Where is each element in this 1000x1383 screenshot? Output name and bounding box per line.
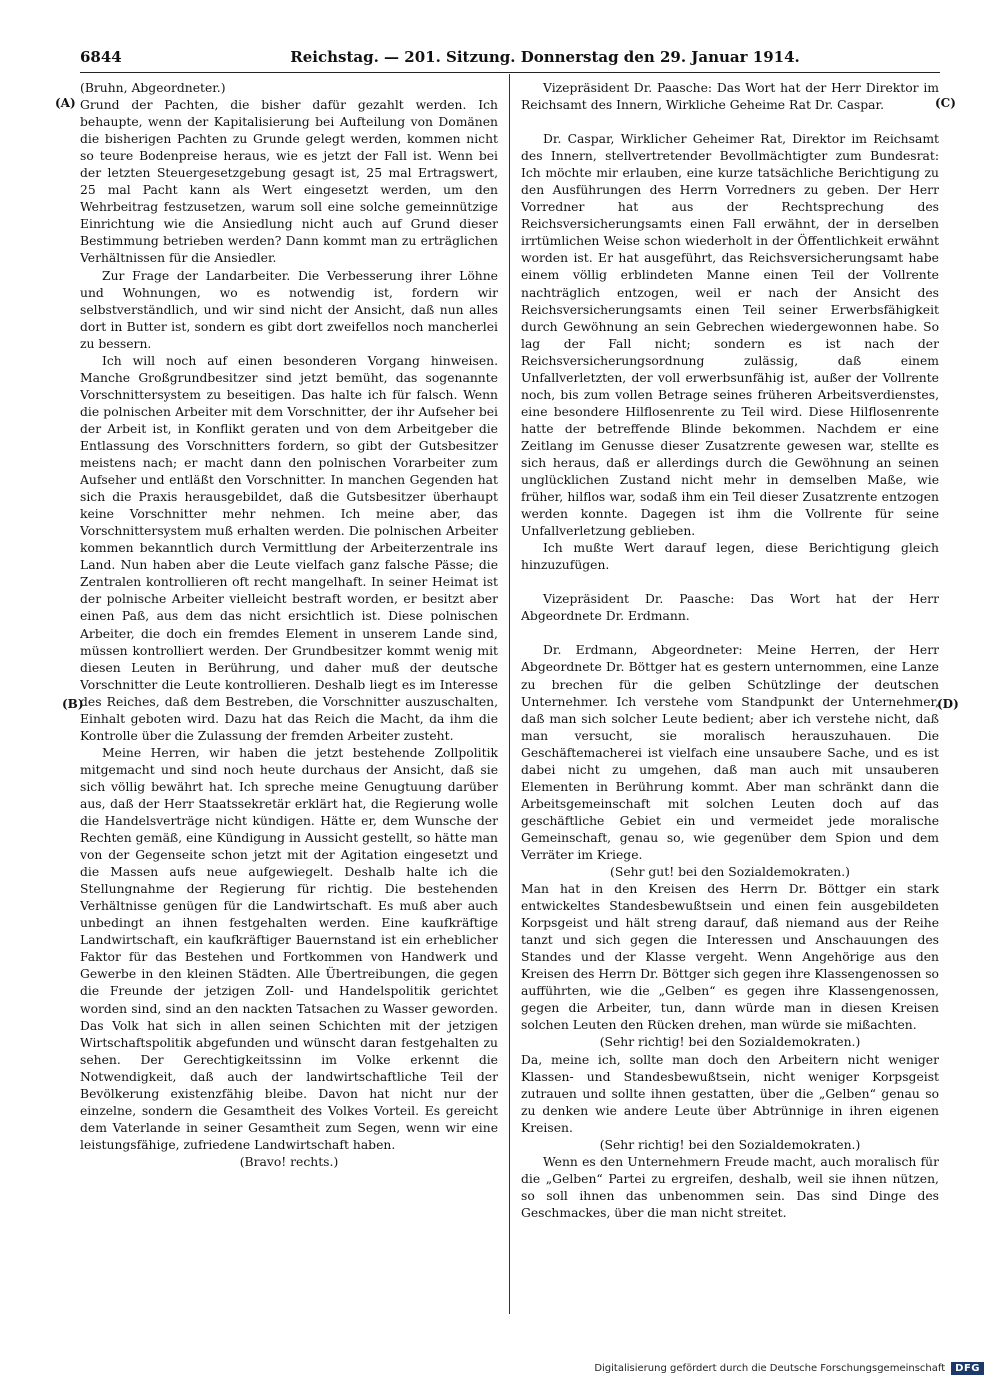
footer-credit-text: Digitalisierung gefördert durch die Deutsche Forschungsgemeinschaft: [594, 1363, 946, 1374]
interjection: (Bravo! rechts.): [239, 1154, 339, 1169]
paragraph: Meine Herren, wir haben die jetzt bestehende Zollpolitik mitgemacht und sind noch heute durchaus der Ansicht, daß sie sich völlig bewährt hat. Ich spreche meine Genugtuung darüber aus, daß der Herr Staatssekretär erklärt hat, die Regierung wolle die Handelsverträge nicht kündigen. Hätte er, dem Wunsche der Rechten gemäß, eine Kündigung in Aussicht gestellt, so hätte man von der Gegenseite schon jetzt mit der Agitation eingesetzt und die Massen aufs neue aufgewiegelt. Deshalb halte ich die Stellungnahme der Regierung für richtig. Die bestehenden Verhältnisse genügen für die Landwirtschaft. Es muß aber auch unbedingt an ihnen festgehalten werden. Eine kaufkräftige Landwirtschaft, ein kaufkräftiger Bauernstand ist ein erheblicher Faktor für das Bestehen und Fortkommen von Handwerk und Gewerbe in den kleinen Städten. Alle Übertreibungen, die gegen die Freunde der jetzigen Zoll- und Handelspolitik gerichtet worden sind, sind an den nackten Tatsachen zu Wasser geworden. Das Volk hat sich in allen seinen Schichten mit der jetzigen Wirtschaftspolitik abgefunden und wünscht daran festgehalten zu sehen. Der Gerechtigkeitssinn im Volke erkennt die Notwendigkeit, daß auch der landwirtschaftliche Teil der Bevölkerung existenzfähig bleibe. Davon hat nicht nur der einzelne, sondern die Gesamtheit des Volkes Vorteil. Es gereicht dem Vaterlande in seiner Gesamtheit zum Segen, wenn wir eine leistungsfähige, zufriedene Landwirtschaft haben.: [80, 745, 498, 1152]
paragraph: Man hat in den Kreisen des Herrn Dr. Böttger ein stark entwickeltes Standesbewußtsein und einen fein ausgebildeten Korpsgeist und hält streng darauf, daß niemand aus der Reihe tanzt und sich gegen die Interessen und Anschauungen des Standes und der Klasse vergeht. Wenn Angehörige aus den Kreisen des Herrn Dr. Böttger sich gegen ihre Klassengenossen so aufführten, wie die „Gelben“ es gegen ihre Klassengenossen, gegen die Arbeiter, tun, dann würde man in diesen Kreisen solchen Leuten den Rücken drehen, man würde sie mißachten.: [521, 882, 939, 1033]
paragraph: Vizepräsident Dr. Paasche: Das Wort hat der Herr Direktor im Reichsamt des Innern, Wirkliche Geheime Rat Dr. Caspar.: [521, 81, 939, 113]
paragraph: Dr. Erdmann, Abgeordneter: Meine Herren, der Herr Abgeordnete Dr. Böttger hat es gestern unternommen, eine Lanze zu brechen für die gelben Schützlinge der deutschen Unternehmer. Ich verstehe vom Standpunkt der Unternehmer, daß man sich solcher Leute bedient; aber ich verstehe nicht, daß man versucht, sie moralisch herauszuhauen. Die Geschäftemacherei ist vielfach eine unsaubere Sache, und es ist dabei nicht zu umgehen, daß man auch mit unsauberen Elementen in Berührung kommt. Aber man schränkt dann die Arbeitsgemeinschaft mit solchen Leuten doch auf das geschäftliche Gebiet ein und vermeidet jede moralische Gemeinschaft, genau so, wie gegenüber dem Spion und dem Verräter im Kriege.: [521, 643, 939, 862]
margin-marker-c: (C): [935, 96, 956, 110]
speaker-continuation: (Bruhn, Abgeordneter.): [80, 81, 226, 95]
margin-marker-a: (A): [55, 96, 76, 110]
left-column: [80, 80, 498, 1310]
paragraph: Wenn es den Unternehmern Freude macht, auch moralisch für die „Gelben“ Partei zu ergreifen, deshalb, weil sie ihnen nützen, so soll ihnen das unbenommen sein. Das sind Dinge des Geschmackes, über die man nicht streitet.: [521, 1154, 939, 1220]
interjection: (Sehr richtig! bei den Sozialdemokraten.): [599, 1137, 861, 1152]
interjection: (Sehr gut! bei den Sozialdemokraten.): [610, 865, 850, 880]
column-divider: [509, 74, 510, 1314]
page-number: 6844: [80, 48, 122, 66]
running-header: [80, 46, 940, 73]
paragraph: Ich mußte Wert darauf legen, diese Berichtigung gleich hinzuzufügen.: [521, 541, 939, 573]
page: [80, 46, 940, 1316]
right-column: [521, 80, 939, 1310]
paragraph: Dr. Caspar, Wirklicher Geheimer Rat, Direktor im Reichsamt des Innern, stellvertretender Bevollmächtigter zum Bundesrat: Ich möchte mir erlauben, eine kurze tatsächliche Berichtigung zu den Ausführungen des Herrn Vorredners zu geben. Der Herr Vorredner hat aus der Rechtsprechung des Reichsversicherungsamts einen Fall erwähnt, der in derselben irrtümlichen Weise schon wiederholt in der Öffentlichkeit erwähnt worden ist. Er hat ausgeführt, das Reichsversicherungsamt habe einem völlig erblindeten Manne einen Teil der Vollrente nachträglich entzogen, weil er nach der Ansicht des Reichsversicherungsamts einen Teil seiner Erwerbsfähigkeit durch Gewöhnung an sein Gebrechen wiedergewonnen habe. So lag der Fall nicht; sondern es ist nach der Reichsversicherungsordnung zulässig, daß einem Unfallverletzten, der voll erwerbsunfähig ist, außer der Vollrente noch, bis zum vollen Betrage seines früheren Arbeitsverdienstes, eine besondere Hilflosenrente zu Teil wird. Diese Hilflosenrente hatte der betreffende Blinde bekommen. Nachdem er eine Zeitlang im Genusse dieser Zusatzrente gewesen war, stellte es sich heraus, daß er allerdings durch die Gewöhnung an seinen unglücklichen Zustand nicht mehr in demselben Maße, wie früher, hilflos war, sodaß ihm ein Teil dieser Zusatzrente entzogen werden konnte. Dagegen ist ihm die Vollrente für seine Unfallverletzung geblieben.: [521, 132, 939, 539]
footer-credit: [594, 1362, 984, 1375]
interjection: (Sehr richtig! bei den Sozialdemokraten.): [599, 1035, 861, 1050]
margin-marker-d: (D): [937, 697, 959, 711]
header-title: Reichstag. — 201. Sitzung. Donnerstag den 29. Januar 1914.: [290, 48, 800, 66]
paragraph: Zur Frage der Landarbeiter. Die Verbesserung ihrer Löhne und Wohnungen, wo es notwendig ist, fordern wir selbstverständlich, und wir sind nicht der Ansicht, daß nun alles dort in Butter ist, sondern es gibt dort zweifellos noch mancherlei zu bessern.: [80, 268, 498, 351]
margin-marker-b: (B): [62, 697, 84, 711]
dfg-logo: DFG: [951, 1362, 984, 1375]
paragraph: Da, meine ich, sollte man doch den Arbeitern nicht weniger Klassen- und Standesbewußtsein, nicht weniger Korpsgeist zutrauen und sollte ihnen gestatten, über die „Gelben“ genau so zu denken wie andere Leute über Abtrünnige in ihren eigenen Kreisen.: [521, 1052, 939, 1135]
paragraph: Grund der Pachten, die bisher dafür gezahlt werden. Ich behaupte, wenn der Kapitalisierung bei Aufteilung von Domänen die bisherigen Pachten zu Grunde gelegt werden, kommen nicht so teure Bodenpreise heraus, wie es jetzt der Fall ist. Wenn bei der letzten Steuergesetzgebung gesagt ist, 25 mal Ertragswert, 25 mal Pacht kann als Wert eingesetzt werden, um den Wehrbeitrag festzusetzen, warum soll eine solche gemeinnützige Einrichtung wie die Ansiedlung nicht auch auf Grund dieser Bestimmung betrieben werden? Dann kommt man zu erträglichen Verhältnissen für die Ansiedler.: [80, 98, 498, 266]
paragraph: Ich will noch auf einen besonderen Vorgang hinweisen. Manche Großgrundbesitzer sind jetzt bemüht, das sogenannte Vorschnittersystem zu beseitigen. Das halte ich für falsch. Wenn die polnischen Arbeiter mit dem Vorschnitter, der ihr Aufseher bei der Arbeit ist, in Konflikt geraten und von dem Arbeitgeber die Entlassung des Vorschnitters fordern, so gibt der Gutsbesitzer meistens nach; er macht dann den polnischen Vorarbeiter zum Aufseher und entläßt den Vorschnitter. In manchen Gegenden hat sich die Praxis herausgebildet, daß die Gutsbesitzer überhaupt keine Vorschnitter mehr nehmen. Ich meine aber, das Vorschnittersystem muß erhalten werden. Die polnischen Arbeiter kommen bekanntlich durch Vermittlung der Arbeiterzentrale ins Land. Nun haben aber die Leute vielfach ganz falsche Pässe; die Zentralen kontrollieren oft recht mangelhaft. In seiner Heimat ist der polnische Arbeiter vielleicht bestraft worden, er besitzt aber einen Paß, aus dem das nicht ersichtlich ist. Diese polnischen Arbeiter, die doch ein fremdes Element in unserem Lande sind, müssen kontrolliert werden. Der Grundbesitzer kommt wenig mit diesen Leuten in Berührung, und daher muß der deutsche Vorschnitter die Leute kontrollieren. Deshalb liegt es im Interesse des Reiches, daß dem Bestreben, die Vorschnitter auszuschalten, Einhalt geboten wird. Dazu hat das Reich die Macht, da ihm die Kontrolle über die Zulassung der fremden Arbeiter zusteht.: [80, 353, 498, 743]
paragraph: Vizepräsident Dr. Paasche: Das Wort hat der Herr Abgeordnete Dr. Erdmann.: [521, 592, 939, 624]
